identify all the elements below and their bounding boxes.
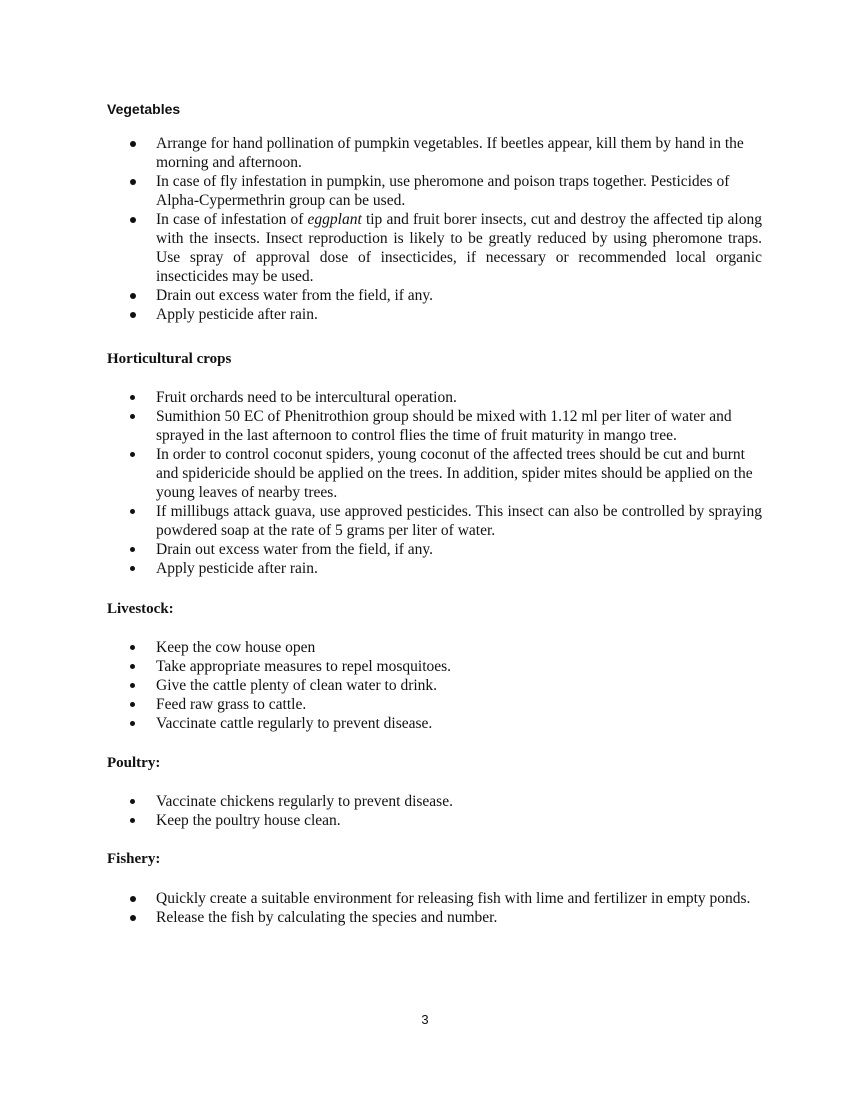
section-vegetables [107,100,762,324]
bullet-icon [130,395,135,400]
list-item: Quickly create a suitable environment for releasing fish with lime and fertilizer in empty ponds. [107,889,762,908]
list-item: Fruit orchards need to be intercultural operation. [107,388,762,407]
bullet-icon [130,293,136,299]
list-item: Release the fish by calculating the species and number. [107,908,762,927]
bullet-icon [130,414,135,419]
bullet-list [107,388,762,578]
page-number: 3 [421,1012,429,1027]
list-item: Give the cattle plenty of clean water to drink. [107,676,762,695]
section-heading: Livestock: [107,601,174,617]
list-item: Drain out excess water from the field, if any. [107,540,762,559]
section-livestock [107,600,762,733]
section-fishery [107,850,762,927]
list-item: Apply pesticide after rain. [107,559,762,578]
italic-term: eggplant [307,211,362,228]
bullet-icon [130,915,136,921]
bullet-icon [130,566,135,571]
list-item: Keep the cow house open [107,638,762,657]
list-item: Take appropriate measures to repel mosquitoes. [107,657,762,676]
bullet-icon [130,547,135,552]
list-item: In order to control coconut spiders, young coconut of the affected trees should be cut and burnt and spidericide should be applied on the trees. In addition, spider mites should be applied on the young leaves of nearby trees. [107,445,762,502]
list-item: Feed raw grass to cattle. [107,695,762,714]
bullet-list [107,889,762,927]
bullet-icon [130,645,135,650]
bullet-icon [130,452,135,457]
bullet-icon [130,312,136,318]
section-heading: Horticultural crops [107,351,232,367]
list-item: In case of fly infestation in pumpkin, use pheromone and poison traps together. Pesticides of Alpha-Cypermethrin group can be used. [107,172,762,210]
bullet-icon [130,179,136,185]
list-item: Vaccinate chickens regularly to prevent disease. [107,792,762,811]
list-item: Arrange for hand pollination of pumpkin vegetables. If beetles appear, kill them by hand in the morning and afternoon. [107,134,762,172]
section-poultry [107,754,762,830]
bullet-icon [130,896,136,902]
section-heading: Fishery: [107,851,161,867]
bullet-icon [130,721,135,726]
bullet-icon [130,217,136,223]
list-item: In case of infestation of eggplant tip and fruit borer insects, cut and destroy the affected tip along with the insects. Insect reproduction is likely to be greatly reduced by using pheromone traps. Use spray of approval dose of insecticides, if necessary or recommended local organic insecticides may be used. [107,210,762,286]
bullet-list [107,792,762,830]
bullet-icon [130,664,135,669]
list-item: If millibugs attack guava, use approved pesticides. This insect can also be controlled by spraying powdered soap at the rate of 5 grams per liter of water. [107,502,762,540]
bullet-list [107,638,762,733]
bullet-icon [130,509,135,514]
list-item: Apply pesticide after rain. [107,305,762,324]
bullet-icon [130,683,135,688]
list-item: Drain out excess water from the field, if any. [107,286,762,305]
list-item: Keep the poultry house clean. [107,811,762,830]
list-item: Vaccinate cattle regularly to prevent disease. [107,714,762,733]
bullet-icon [130,702,135,707]
bullet-icon [130,141,136,147]
section-heading: Vegetables [107,101,181,117]
bullet-icon [130,799,135,804]
section-horticultural [107,350,762,578]
bullet-icon [130,818,135,823]
bullet-list [107,134,762,324]
section-heading: Poultry: [107,755,161,771]
list-item: Sumithion 50 EC of Phenitrothion group should be mixed with 1.12 ml per liter of water and sprayed in the last afternoon to control flies the time of fruit maturity in mango tree. [107,407,762,445]
